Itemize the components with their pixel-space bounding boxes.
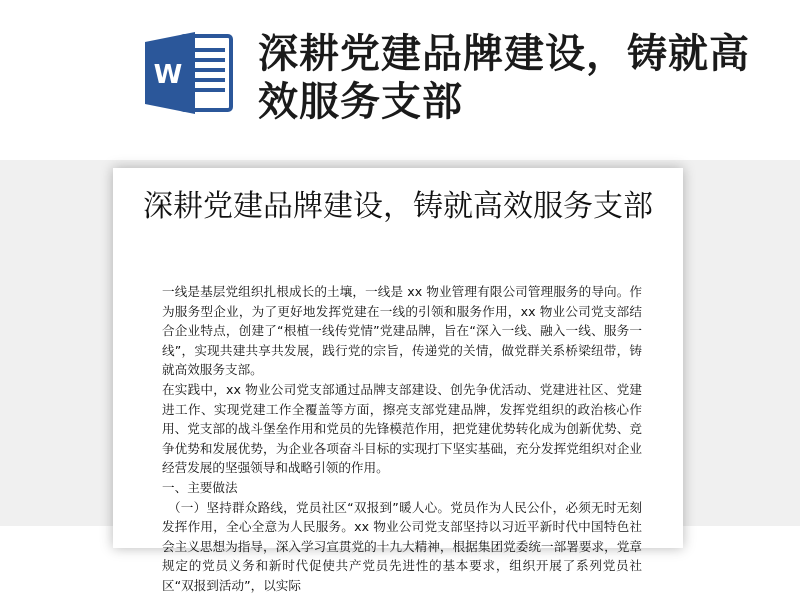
- word-document-icon: [143, 30, 235, 116]
- document-title: 深耕党建品牌建设，铸就高效服务支部: [143, 189, 653, 224]
- paragraph-section-one: （一）坚持群众路线，党员社区“双报到”暖人心。党员作为人民公仆，必须无时无刻发挥作用，全心全意为人民服务。xx 物业公司党支部坚持以习近平新时代中国特色社会主义思想为指导，深入学习宣贯党的十九大精神，根据集团党委统一部署要求，党章规定的党员义务和新时代促使共产党员先进性的基本要求，组织开展了系列党员社区“双报到活动”，以实际: [162, 499, 642, 593]
- cover-banner: [0, 0, 800, 160]
- document-body: [162, 282, 642, 596]
- banner-title: 深耕党建品牌建设，铸就高效服务支部: [258, 31, 750, 125]
- word-icon-letter: W: [153, 60, 183, 90]
- paragraph-intro: 一线是基层党组织扎根成长的土壤，一线是 xx 物业管理有限公司管理服务的导向。作为服务型企业，为了更好地发挥党建在一线的引领和服务作用，xx 物业公司党支部结合企业特点，创建了“根植一线传党情”党建品牌，旨在“深入一线、融入一线、服务一线”，实现共建共享共发展，践行党的宗旨，传递党的关情，做党群关系桥梁纽带，铸就高效服务支部。: [162, 284, 642, 378]
- paragraph-practice: 在实践中，xx 物业公司党支部通过品牌支部建设、创先争优活动、党建进社区、党建进工作、实现党建工作全覆盖等方面，擦亮支部党建品牌，发挥党组织的政治核心作用、党支部的战斗堡垒作用和党员的先锋模范作用，把党建优势转化成为创新优势、竞争优势和发展优势，为企业各项奋斗目标的实现打下坚实基础，充分发挥党组织对企业经营发展的坚强领导和战略引领的作用。: [162, 381, 642, 476]
- section-heading: 一、主要做法: [162, 479, 238, 495]
